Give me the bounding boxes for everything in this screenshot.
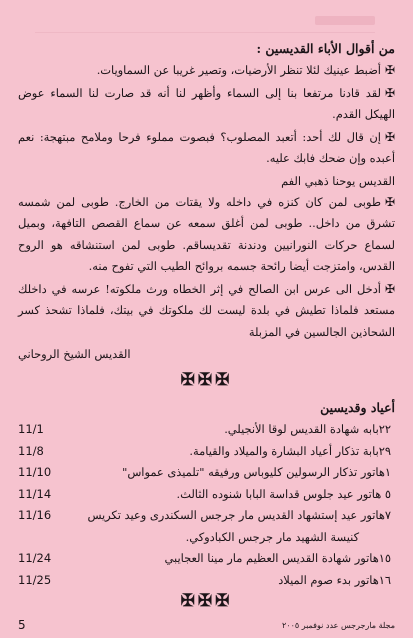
feast-text-continuation: كنيسة الشهيد مار جرجس الكبادوكي. (185, 529, 359, 544)
cross-icon: ✠ (384, 194, 395, 209)
attribution: القديس الشيخ الروحاني (18, 347, 131, 361)
feast-item (18, 505, 395, 527)
feast-item (18, 570, 395, 592)
saying-paragraph (18, 83, 395, 126)
saying-text: طوبى لمن كان كنزه في داخله ولا يقتات من الخارج. طوبى لمن شمسه تشرق من داخل.. طوبى لمن أغلق سمعه عن سماع القصص التافهة، وبميل لسماع حركات النورانيين ودندنة تقديساقم. طوبى لمن استنشاقه هو الروح القدس، وامتزجت أيضا رائحة جسمه بروائح الطيب التي تفوح منه. (18, 194, 395, 273)
feast-item (18, 419, 395, 441)
saying-text: لقد قادنا مرتفعا بنا إلى السماء وأظهر لنا أنه قد صارت لنا السماء عوض الهيكل القدم. (18, 85, 395, 121)
feast-date: 11/14 (18, 486, 52, 501)
saying-text: أضبط عينيك لئلا تنظر الأرضيات، وتصير غريبا عن السماويات. (96, 63, 381, 77)
feast-list (18, 419, 395, 591)
feast-date: 11/8 (18, 443, 44, 458)
feast-item (18, 441, 395, 463)
cross-icon: ✠ (384, 85, 395, 100)
feast-text: ٢٢بابه شهادة القديس لوقا الأنجيلي. (224, 422, 391, 436)
feast-item (18, 548, 395, 570)
feast-item-continuation (18, 527, 395, 549)
content-column (18, 40, 395, 591)
feast-text: ١هاتور تذكار الرسولين كليوباس ورفيقه "تلميذى عمواس" (122, 465, 391, 479)
feast-date: 11/10 (18, 465, 52, 479)
cross-icon: ✠ (384, 63, 395, 77)
feast-text: ٧هاتور عيد إستشهاد القديس مار جرجس السكندرى وعيد تكريس (87, 508, 391, 522)
feast-date: 11/1 (18, 422, 44, 436)
feast-text: ٥ هاتور عيد جلوس قداسة البابا شنوده الثالث. (176, 486, 391, 501)
attribution-row (18, 344, 395, 365)
feast-date: 11/16 (18, 508, 52, 522)
sayings-heading: من أقوال الأباء القديسين : (256, 41, 395, 56)
feast-text: ٢٩بابة تذكار أعياد البشارة والميلاد والقيامة. (189, 443, 391, 458)
page-footer (18, 618, 395, 632)
decorative-crosses-bottom: ✠✠✠ (180, 591, 233, 611)
cross-icon: ✠ (384, 281, 395, 296)
decorative-crosses: ✠✠✠ (180, 370, 233, 390)
feasts-heading: أعياد وقديسين (320, 400, 395, 415)
feast-text: ١٦هاتور بدء صوم الميلاد (278, 572, 391, 587)
page-number: 5 (18, 618, 26, 632)
feast-date: 11/25 (18, 572, 52, 587)
bleed-through-header (35, 10, 375, 33)
saying-text: إن قال لك أحد: أتعبد المصلوب؟ فبصوت مملوء فرحا وملامح مبتهجة: نعم أعبده وإن ضحك فابك عليه. (18, 129, 395, 165)
saying-paragraph (18, 60, 395, 82)
feast-text: ١٥هاتور شهادة القديس العظيم مار مينا العجايبي (164, 551, 391, 565)
saying-paragraph (18, 127, 395, 170)
saying-paragraph (18, 279, 395, 344)
saying-paragraph (18, 192, 395, 278)
attribution: القديس يوحنا ذهبي الفم (281, 173, 395, 188)
feast-date: 11/24 (18, 551, 52, 565)
feast-item (18, 484, 395, 506)
attribution-row (18, 171, 395, 192)
magazine-footer-text: مجلة مارجرجس عدد نوفمبر ٢٠٠٥ (281, 620, 395, 630)
cross-icon: ✠ (384, 129, 395, 144)
feast-item (18, 462, 395, 484)
saying-text: أدخل الى عرس ابن الصالح في إثر الخطاه ورث ملكوته! عرسه في داخلك مستعد فلماذا تطيش في بلدة ليست لك ملكوتك في بيتك، فلماذا تشحذ كسر الشحاذين الجالسين في المزبلة (18, 281, 395, 339)
